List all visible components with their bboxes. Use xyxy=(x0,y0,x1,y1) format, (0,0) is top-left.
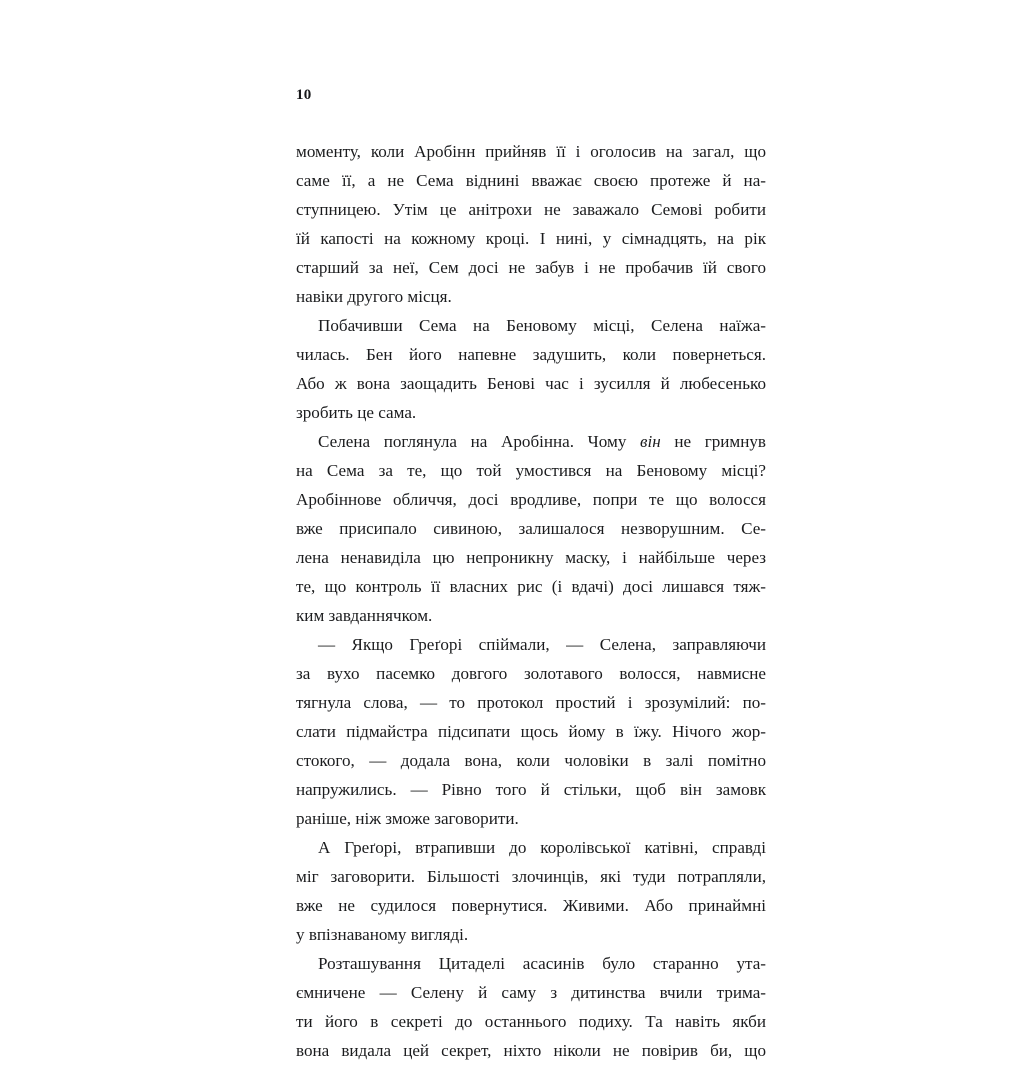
text-line: у впізнаваному вигляді. xyxy=(296,925,469,944)
text-line: ємничене — Селену й саму з дитинства вчили трима- xyxy=(296,983,766,1002)
text-line: Або ж вона заощадить Бенові час і зусилля й любесенько xyxy=(296,374,766,393)
text-line: ступницею. Утім це анітрохи не заважало Семові робити xyxy=(296,200,766,219)
text-line: — Якщо Греґорі спіймали, — Селена, заправляючи xyxy=(318,635,766,654)
text-line: Побачивши Сема на Беновому місці, Селена наїжа- xyxy=(318,316,766,335)
text-line: на Сема за те, що той умостився на Беновому місці? xyxy=(296,461,766,480)
text-line: старший за неї, Сем досі не забув і не пробачив їй свого xyxy=(296,258,766,277)
text-line: за вухо пасемко довгого золотавого волосся, навмисне xyxy=(296,664,766,683)
paragraph xyxy=(296,949,766,1065)
text-column xyxy=(296,88,766,1065)
text-line: моменту, коли Аробінн прийняв її і оголосив на загал, що xyxy=(296,142,766,161)
body-text xyxy=(296,137,766,1065)
text-line: їй капості на кожному кроці. І нині, у сімнадцять, на рік xyxy=(296,229,766,248)
text-line: Розташування Цитаделі асасинів було старанно ута- xyxy=(318,954,766,973)
text-line: лена ненавиділа цю непроникну маску, і найбільше через xyxy=(296,548,766,567)
text-line: саме її, а не Сема віднині вважає своєю протеже й на- xyxy=(296,171,766,190)
text-line: ким завданнячком. xyxy=(296,606,433,625)
text-line-italic-host: Селена поглянула на Аробінна. Чому він не гримнув xyxy=(318,432,766,451)
text-line: те, що контроль її власних рис (і вдачі) досі лишався тяж- xyxy=(296,577,766,596)
emphasised-word: він xyxy=(640,432,661,451)
text-line: вона видала цей секрет, ніхто ніколи не повірив би, що xyxy=(296,1041,766,1060)
text-line: чилась. Бен його напевне задушить, коли повернеться. xyxy=(296,345,766,364)
text-line: раніше, ніж зможе заговорити. xyxy=(296,809,519,828)
text-line: напружились. — Рівно того й стільки, щоб він замовк xyxy=(296,780,766,799)
text-line: стокого, — додала вона, коли чоловіки в залі помітно xyxy=(296,751,766,770)
text-line: зробить це сама. xyxy=(296,403,417,422)
paragraph-dialogue xyxy=(296,630,766,833)
text-line: міг заговорити. Більшості злочинців, які туди потрапляли, xyxy=(296,867,766,886)
text-line: вже присипало сивиною, залишалося незворушним. Се- xyxy=(296,519,766,538)
paragraph xyxy=(296,833,766,949)
paragraph xyxy=(296,427,766,630)
text-line: А Греґорі, втрапивши до королівської катівні, справді xyxy=(318,838,766,857)
text-line: слати підмайстра підсипати щось йому в їжу. Нічого жор- xyxy=(296,722,766,741)
text-line: ти його в секреті до останнього подиху. Та навіть якби xyxy=(296,1012,766,1031)
text-line: вже не судилося повернутися. Живими. Або принаймні xyxy=(296,896,766,915)
paragraph xyxy=(296,137,766,311)
text-line: Аробіннове обличчя, досі вродливе, попри те що волосся xyxy=(296,490,766,509)
text-line: тягнула слова, — то протокол простий і зрозумілий: по- xyxy=(296,693,766,712)
paragraph xyxy=(296,311,766,427)
text-line: навіки другого місця. xyxy=(296,287,452,306)
page-number: 10 xyxy=(296,87,312,103)
